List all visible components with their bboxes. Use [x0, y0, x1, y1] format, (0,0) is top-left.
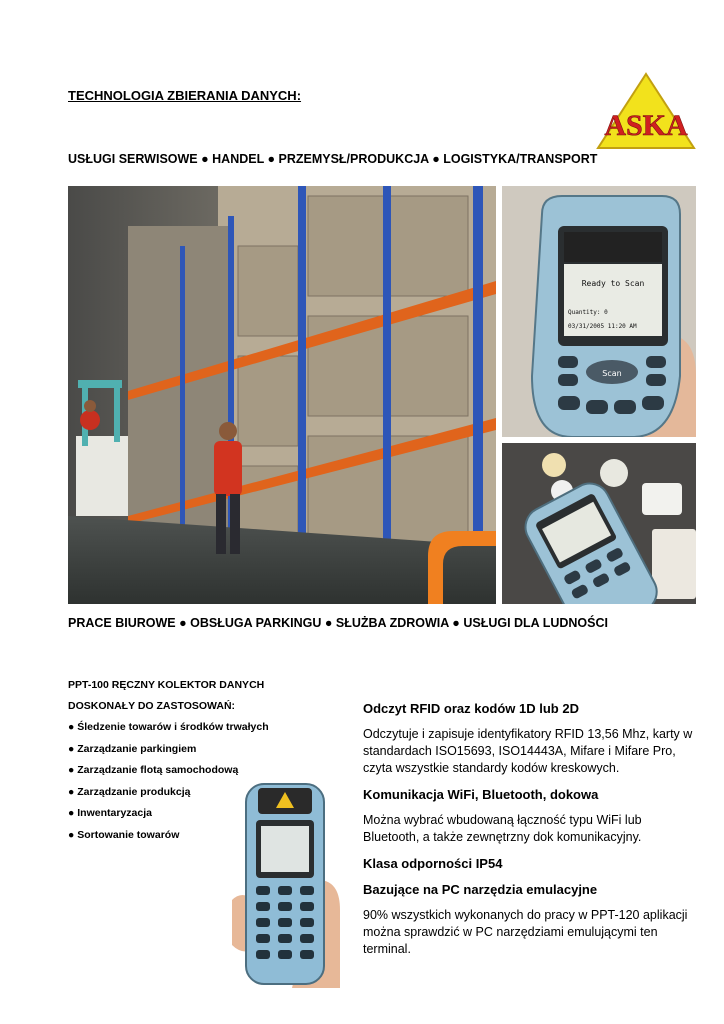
- feature-text-communication: Można wybrać wbudowaną łączność typu WiFi lub Bluetooth, a także zewnętrzny dok komunikacyjny.: [363, 813, 642, 844]
- scan-key-label: Scan: [602, 369, 622, 378]
- list-item: ● Zarządzanie produkcją: [68, 782, 318, 804]
- rfid-tags-photo: [502, 443, 696, 604]
- rfid-device-photo: [502, 186, 696, 437]
- list-item: ● Zarządzanie parkingiem: [68, 739, 318, 761]
- feature-heading-emulation: Bazujące na PC narzędzia emulacyjne: [363, 882, 598, 897]
- feature-heading-ip54: Klasa odporności IP54: [363, 856, 503, 871]
- list-item: ● Śledzenie towarów i środków trwałych: [68, 717, 318, 739]
- list-item: ● Sortowanie towarów: [68, 825, 318, 847]
- list-item: ● Inwentaryzacja: [68, 803, 318, 825]
- list-item: ● Zarządzanie flotą samochodową: [68, 760, 318, 782]
- warehouse-photo: [68, 186, 496, 604]
- feature-text-rfid: Odczytuje i zapisuje identyfikatory RFID 13,56 Mhz, karty w standardach ISO15693, ISO14443A, Mifare i Mifare Pro, czyta wszystkie standardy kodów kreskowych.: [363, 727, 693, 775]
- industries-line-bottom: PRACE BIUROWE ● OBSŁUGA PARKINGU ● SŁUŻBA ZDROWIA ● USŁUGI DLA LUDNOŚCI: [68, 616, 608, 630]
- aska-logo: [596, 72, 696, 150]
- page-heading: TECHNOLOGIA ZBIERANIA DANYCH:: [68, 88, 302, 103]
- applications-heading: DOSKONAŁY DO ZASTOSOWAŃ:: [68, 700, 236, 712]
- ppt-scanner-photo: [232, 780, 340, 988]
- feature-heading-communication: Komunikacja WiFi, Bluetooth, dokowa: [363, 787, 599, 802]
- device-screen-line-1: Ready to Scan: [581, 279, 645, 288]
- industries-line-top: USŁUGI SERWISOWE ● HANDEL ● PRZEMYSŁ/PRODUKCJA ● LOGISTYKA/TRANSPORT: [68, 152, 598, 166]
- svg-text:ASKA: ASKA: [604, 109, 688, 142]
- device-screen-line-3: 03/31/2005 11:20 AM: [568, 323, 637, 330]
- feature-heading-rfid: Odczyt RFID oraz kodów 1D lub 2D: [363, 701, 579, 716]
- feature-text-emulation: 90% wszystkich wykonanych do pracy w PPT-120 aplikacji można sprawdzić w PC narzędziami emulującymi ten terminal.: [363, 908, 688, 956]
- device-screen-line-2: Quantity: 0: [568, 309, 608, 316]
- product-title: PPT-100 RĘCZNY KOLEKTOR DANYCH: [68, 679, 265, 691]
- features-section: [363, 700, 699, 967]
